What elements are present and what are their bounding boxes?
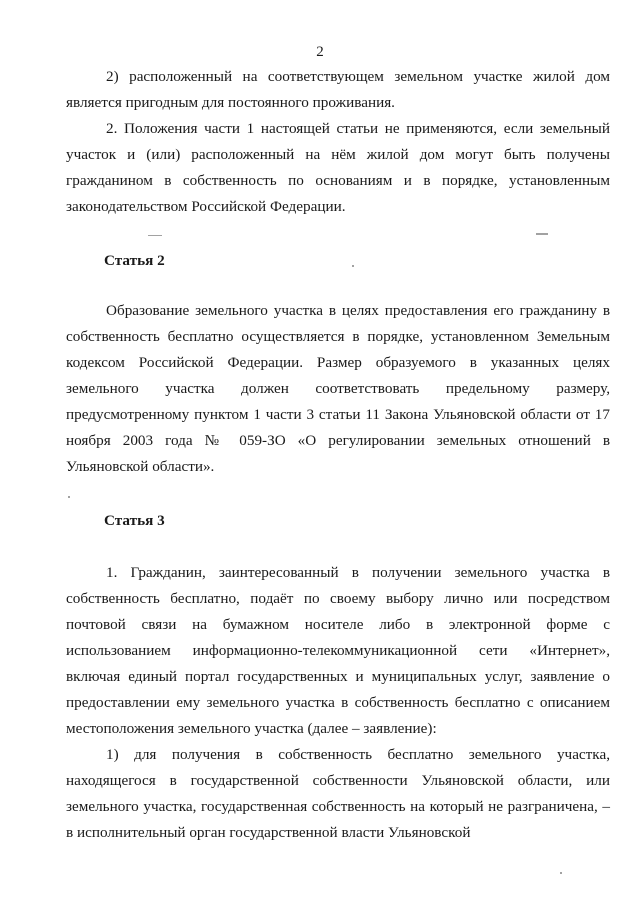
paragraph: Образование земельного участка в целях предоставления его гражданину в собственность бесплатно осуществляется в порядке, установленном Земельным кодексом Российской Федерации. Размер образуемого в указанных целях земельного участка должен соответствовать предельному размеру, предусмотренному пунктом 1 части 3 статьи 11 Закона Ульяновской области от 17 ноября 2003 года № 059-ЗО «О регулировании земельных отношений в Ульяновской области». [66, 302, 610, 475]
scan-speck [560, 872, 562, 874]
paragraph: 2) расположенный на соответствующем земельном участке жилой дом является пригодным для постоянного проживания. [66, 68, 610, 111]
paragraph: 1. Гражданин, заинтересованный в получении земельного участка в собственность бесплатно, подаёт по своему выбору лично или посредством почтовой связи на бумажном носителе либо в электронной форме с использованием информационно-телекоммуникационной сети «Интернет», включая единый портал государственных и муниципальных услуг, заявление о предоставлении ему земельного участка в собственность бесплатно с описанием местоположения земельного участка (далее – заявление): [66, 564, 610, 737]
section-continuation [66, 64, 610, 220]
article-2-body [66, 298, 610, 480]
scan-speck [68, 496, 70, 498]
article-3-body [66, 560, 610, 846]
scan-speck [148, 235, 162, 236]
article-3-heading: Статья 3 [104, 512, 165, 529]
article-2-heading: Статья 2 [104, 252, 165, 269]
paragraph: 2. Положения части 1 настоящей статьи не применяются, если земельный участок и (или) расположенный на нём жилой дом могут быть получены гражданином в собственность по основаниям и в порядке, установленным законодательством Российской Федерации. [66, 120, 610, 215]
page-number: 2 [316, 44, 324, 60]
scan-speck [536, 233, 548, 235]
scan-speck [352, 265, 354, 267]
paragraph: 1) для получения в собственность бесплатно земельного участка, находящегося в государственной собственности Ульяновской области, или земельного участка, государственная собственность на который не разграничена, – в исполнительный орган государственной власти Ульяновской [66, 746, 610, 841]
